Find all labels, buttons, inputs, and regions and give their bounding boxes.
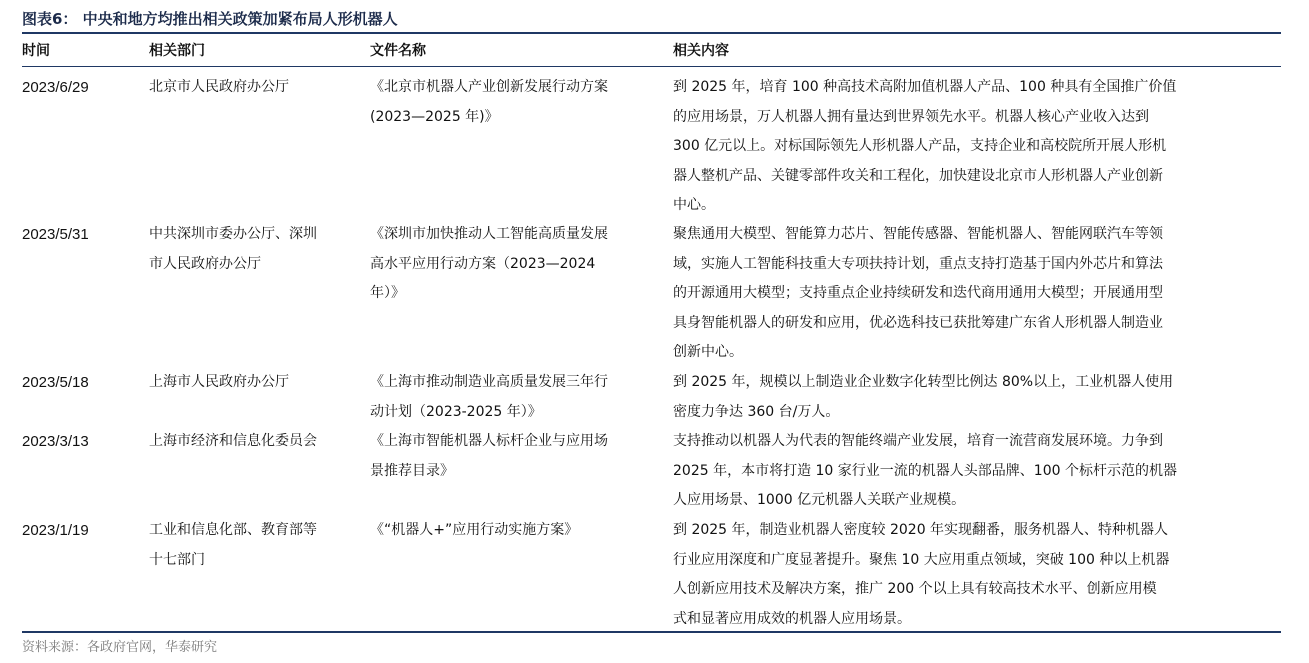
header-dept: 相关部门 [149, 43, 205, 59]
row-date: 2023/5/18 [22, 374, 89, 391]
header-file: 文件名称 [370, 43, 426, 59]
row-dept: 上海市经济和信息化委员会 [149, 433, 317, 449]
row-date: 2023/1/19 [22, 522, 89, 539]
row-file: 《“机器人+”应用行动实施方案》 [370, 522, 579, 538]
row-dept: 中共深圳市委办公厅、深圳 市人民政府办公厅 [149, 226, 317, 272]
header-divider [22, 66, 1281, 67]
row-dept: 北京市人民政府办公厅 [149, 79, 289, 95]
table-bottom-divider [22, 631, 1281, 633]
row-file: 《上海市推动制造业高质量发展三年行 动计划（2023-2025 年）》 [370, 374, 608, 420]
figure-title: 图表6： 中央和地方均推出相关政策加紧布局人形机器人 [22, 10, 398, 28]
row-dept: 工业和信息化部、教育部等 十七部门 [149, 522, 317, 568]
row-file: 《上海市智能机器人标杆企业与应用场 景推荐目录》 [370, 433, 608, 479]
row-content: 支持推动以机器人为代表的智能终端产业发展，培育一流营商发展环境。力争到 2025 年，本市将打造 10 家行业一流的机器人头部品牌、100 个标杆示范的机器 人应用场景、1000 亿元机器人关联产业规模。 [673, 433, 1177, 508]
row-file: 《深圳市加快推动人工智能高质量发展 高水平应用行动方案（2023—2024 年）》 [370, 226, 608, 301]
header-content: 相关内容 [673, 43, 729, 59]
row-date: 2023/5/31 [22, 226, 89, 243]
row-date: 2023/6/29 [22, 79, 89, 96]
row-file: 《北京市机器人产业创新发展行动方案 (2023—2025 年)》 [370, 79, 608, 125]
row-dept: 上海市人民政府办公厅 [149, 374, 289, 390]
row-content: 到 2025 年，规模以上制造业企业数字化转型比例达 80%以上，工业机器人使用 密度力争达 360 台/万人。 [673, 374, 1174, 420]
row-content: 到 2025 年，培育 100 种高技术高附加值机器人产品、100 种具有全国推广价值 的应用场景，万人机器人拥有量达到世界领先水平。机器人核心产业收入达到 300 亿元以上。对标国际领先人形机器人产品，支持企业和高校院所开展人形机 器人整机产品、关键零部件攻关和工程化，加快建设北京市人形机器人产业创新 中心。 [673, 79, 1177, 213]
source-note: 资料来源：各政府官网，华泰研究 [22, 640, 218, 655]
title-divider [22, 32, 1281, 34]
row-date: 2023/3/13 [22, 433, 89, 450]
header-date: 时间 [22, 43, 50, 59]
row-content: 聚焦通用大模型、智能算力芯片、智能传感器、智能机器人、智能网联汽车等领 域，实施人工智能科技重大专项扶持计划，重点支持打造基于国内外芯片和算法 的开源通用大模型；支持重点企业持续研发和迭代商用通用大模型；开展通用型 具身智能机器人的研发和应用，优必选科技已获批筹建广东省人形机器人制造业 创新中心。 [673, 226, 1163, 360]
row-content: 到 2025 年，制造业机器人密度较 2020 年实现翻番，服务机器人、特种机器人 行业应用深度和广度显著提升。聚焦 10 大应用重点领域，突破 100 种以上机器 人创新应用技术及解决方案，推广 200 个以上具有较高技术水平、创新应用模 式和显著应用成效的机器人应用场景。 [673, 522, 1170, 627]
